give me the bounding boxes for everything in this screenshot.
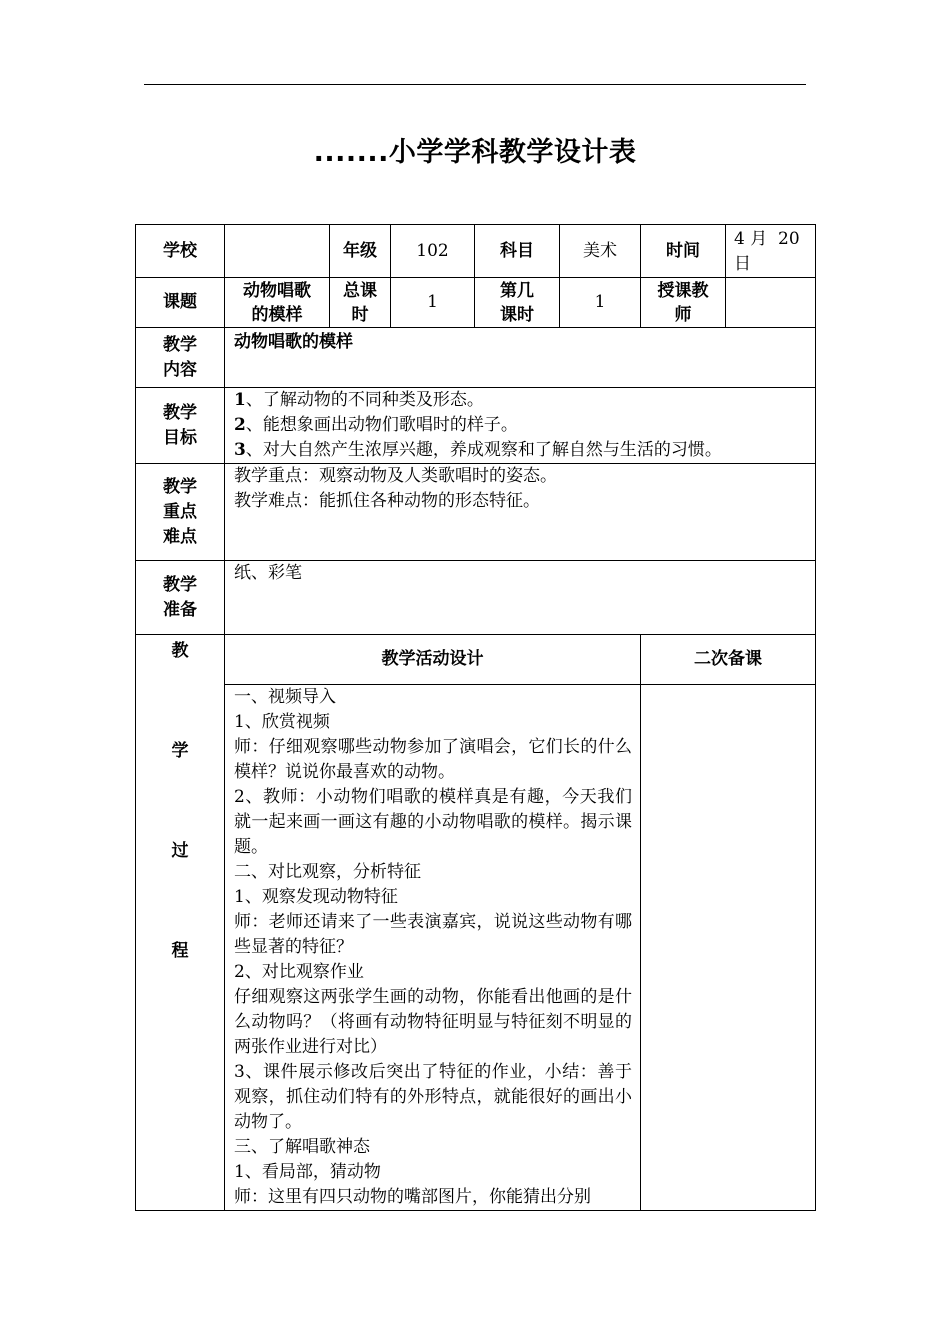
process-paragraph: 1、观察发现动物特征 xyxy=(234,887,398,907)
subject-value: 美术 xyxy=(560,225,641,278)
process-paragraph: 2、对比观察作业 xyxy=(234,962,364,982)
grade-label: 年级 xyxy=(330,225,391,278)
topic-label: 课题 xyxy=(136,278,225,328)
grade-value: 102 xyxy=(391,225,475,278)
goals-text xyxy=(225,388,816,464)
page-title: .......小学学科教学设计表 xyxy=(313,137,637,168)
goal-item-1: 1、了解动物的不同种类及形态。 xyxy=(234,390,484,410)
time-label: 时间 xyxy=(641,225,726,278)
content-text: 动物唱歌的模样 xyxy=(225,328,816,388)
process-paragraph: 一、视频导入 xyxy=(234,687,336,707)
key-points-label-line3: 难点 xyxy=(163,526,197,547)
period-number-value: 1 xyxy=(560,278,641,328)
revision-header: 二次备课 xyxy=(641,635,816,685)
content-label-line2: 内容 xyxy=(163,359,197,380)
prep-label-line1: 教学 xyxy=(163,574,197,595)
revision-text xyxy=(641,685,816,1211)
key-point-line: 教学重点：观察动物及人类歌唱时的姿态。 xyxy=(234,466,557,486)
prep-label-line2: 准备 xyxy=(163,599,197,620)
content-label xyxy=(136,328,225,388)
content-row xyxy=(136,328,816,388)
key-points-label xyxy=(136,464,225,561)
process-paragraph: 1、欣赏视频 xyxy=(234,712,330,732)
teacher-label-line1: 授课教 xyxy=(657,280,709,301)
teacher-label xyxy=(641,278,726,328)
process-paragraph: 师：老师还请来了一些表演嘉宾，说说这些动物有哪些显著的特征？ xyxy=(234,912,632,957)
goal-item-3: 3、对大自然产生浓厚兴趣，养成观察和了解自然与生活的习惯。 xyxy=(234,440,722,460)
topic-value-line2: 的模样 xyxy=(251,304,303,325)
period-number-label xyxy=(475,278,560,328)
time-value-line2: 日 xyxy=(734,254,751,274)
process-header-row xyxy=(136,635,816,685)
info-row-2 xyxy=(136,278,816,328)
goals-row xyxy=(136,388,816,464)
info-row-1 xyxy=(136,225,816,278)
activity-design-text xyxy=(225,685,641,1211)
goals-label-line2: 目标 xyxy=(163,427,197,448)
process-paragraph: 三、了解唱歌神态 xyxy=(234,1137,370,1157)
key-points-text xyxy=(225,464,816,561)
school-label: 学校 xyxy=(136,225,225,278)
process-body-row xyxy=(136,685,816,1211)
process-paragraph: 师：仔细观察哪些动物参加了演唱会，它们长的什么模样？说说你最喜欢的动物。 xyxy=(234,737,632,782)
topic-value-line1: 动物唱歌 xyxy=(243,280,311,301)
total-periods-label xyxy=(330,278,391,328)
prep-text: 纸、彩笔 xyxy=(225,561,816,635)
period-number-label-line2: 课时 xyxy=(500,304,534,325)
time-value xyxy=(726,225,816,278)
process-paragraph: 师：这里有四只动物的嘴部图片，你能猜出分别 xyxy=(234,1187,591,1207)
process-label-char-2: 学 xyxy=(171,741,189,761)
process-label-char-1: 教 xyxy=(171,641,189,661)
lesson-design-table xyxy=(135,224,816,1211)
process-label-char-3: 过 xyxy=(171,841,189,861)
goals-label-line1: 教学 xyxy=(163,402,197,423)
total-periods-value: 1 xyxy=(391,278,475,328)
time-value-line1: 4 月 20 xyxy=(734,229,800,249)
key-points-label-line2: 重点 xyxy=(163,501,197,522)
subject-label: 科目 xyxy=(475,225,560,278)
key-points-row xyxy=(136,464,816,561)
activity-design-header: 教学活动设计 xyxy=(225,635,641,685)
header-rule xyxy=(144,84,806,85)
period-number-label-line1: 第几 xyxy=(500,280,534,301)
process-paragraph: 仔细观察这两张学生画的动物，你能看出他画的是什么动物吗？（将画有动物特征明显与特征刻不明显的两张作业进行对比） xyxy=(234,987,632,1057)
process-paragraph: 1、看局部，猜动物 xyxy=(234,1162,381,1182)
process-paragraph: 2、教师：小动物们唱歌的模样真是有趣，今天我们就一起来画一画这有趣的小动物唱歌的模样。揭示课题。 xyxy=(234,787,632,857)
prep-label xyxy=(136,561,225,635)
topic-value xyxy=(225,278,330,328)
key-points-label-line1: 教学 xyxy=(163,476,197,497)
process-paragraph: 二、对比观察，分析特征 xyxy=(234,862,421,882)
total-periods-label-line2: 时 xyxy=(351,304,369,325)
prep-row xyxy=(136,561,816,635)
content-label-line1: 教学 xyxy=(163,334,197,355)
process-label-char-4: 程 xyxy=(171,941,189,961)
goal-item-2: 2、能想象画出动物们歌唱时的样子。 xyxy=(234,415,518,435)
total-periods-label-line1: 总课 xyxy=(343,280,377,301)
difficulty-line: 教学难点：能抓住各种动物的形态特征。 xyxy=(234,491,540,511)
teacher-value xyxy=(726,278,816,328)
teacher-label-line2: 师 xyxy=(674,304,692,325)
goals-label xyxy=(136,388,225,464)
school-value xyxy=(225,225,330,278)
process-label xyxy=(136,635,225,1211)
process-paragraph: 3、课件展示修改后突出了特征的作业，小结：善于观察，抓住动们特有的外形特点，就能很好的画出小动物了。 xyxy=(234,1062,632,1132)
